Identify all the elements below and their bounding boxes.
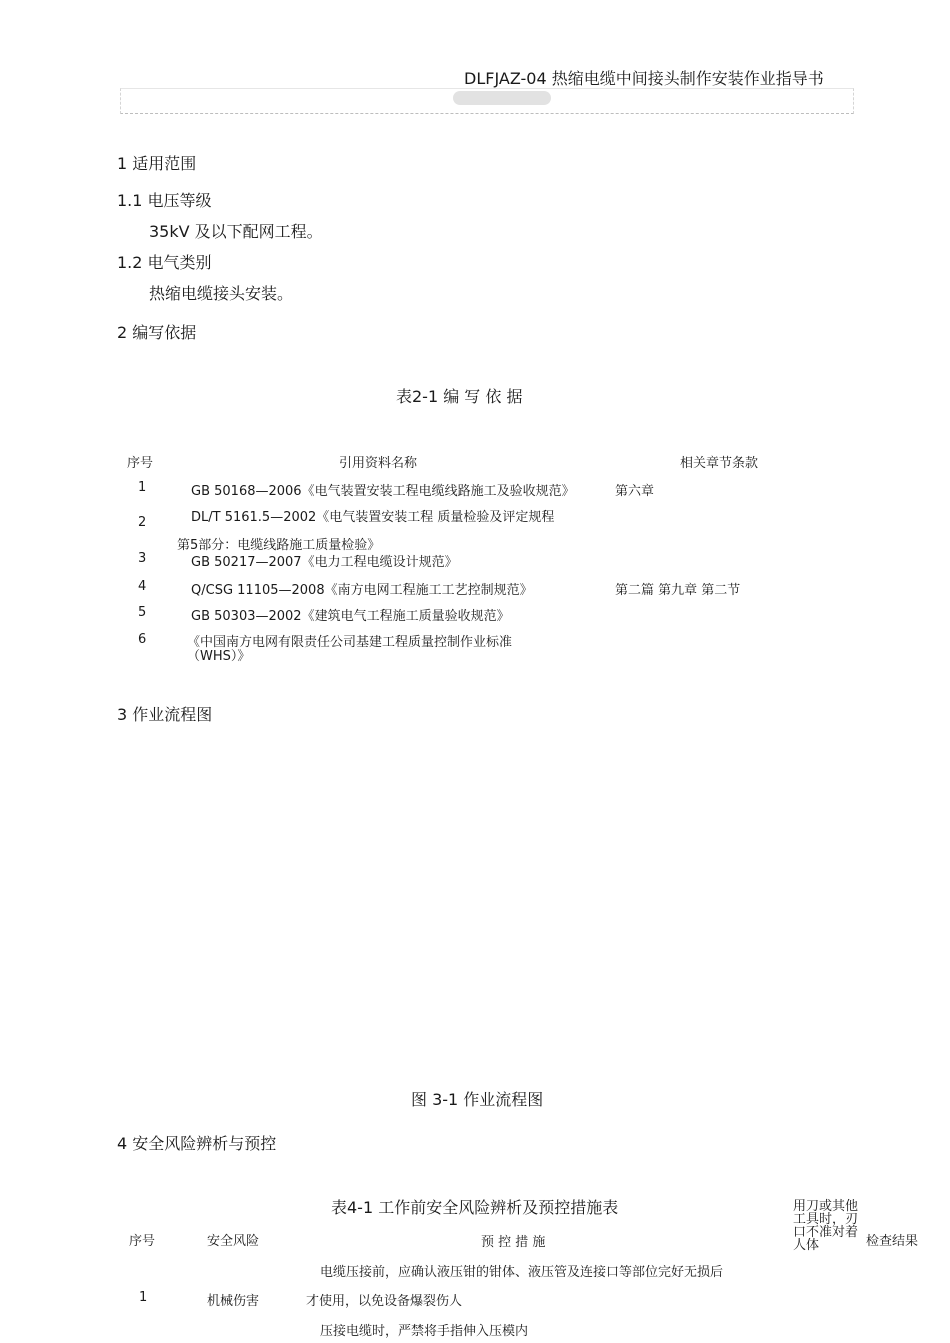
section-1-2-heading: 1.2 电气类别	[117, 253, 212, 272]
table-row-name: GB 50303—2002《建筑电气工程施工质量验收规范》	[191, 609, 510, 624]
table-row-no: 1	[139, 1290, 148, 1305]
table-header-no: 序号	[127, 456, 154, 471]
table-row-risk: 机械伤害	[207, 1294, 260, 1309]
table-row-clause: 第六章	[615, 484, 655, 499]
table-header-name: 引用资料名称	[339, 456, 418, 471]
table-row-name-continued: 第5部分：电缆线路施工质量检验》	[177, 538, 381, 553]
table-row-name: 《中国南方电网有限责任公司基建工程质量控制作业标准	[187, 635, 513, 650]
table-row-no: 5	[138, 605, 147, 620]
section-1-1-text: 35kV 及以下配网工程。	[149, 222, 323, 241]
table-row-measure: 压接电缆时，严禁将手指伸入压模内	[320, 1324, 529, 1339]
section-1-heading: 1 适用范围	[117, 154, 197, 173]
table-row-measure: 电缆压接前，应确认液压钳的钳体、液压管及连接口等部位完好无损后	[320, 1265, 724, 1280]
table-header-check-result: 检查结果	[866, 1234, 919, 1249]
section-2-heading: 2 编写依据	[117, 323, 197, 342]
table-row-no: 2	[138, 515, 147, 530]
table-row-name: Q/CSG 11105—2008《南方电网工程施工工艺控制规范》	[191, 583, 533, 598]
table-2-1-caption: 表2-1 编 写 依 据	[396, 387, 523, 406]
table-row-clause: 第二篇 第九章 第二节	[615, 583, 741, 598]
table-row-no: 6	[138, 632, 147, 647]
table-row-name-continued: （WHS）》	[187, 649, 251, 664]
table-header-risk: 安全风险	[207, 1234, 260, 1249]
section-1-2-text: 热缩电缆接头安装。	[149, 284, 294, 303]
table-row-name: DL/T 5161.5—2002《电气装置安装工程 质量检验及评定规程	[191, 510, 555, 525]
table-header-clause: 相关章节条款	[680, 456, 759, 471]
figure-3-1-caption: 图 3-1 作业流程图	[411, 1090, 544, 1109]
table-row-name: GB 50217—2007《电力工程电缆设计规范》	[191, 555, 458, 570]
table-4-1-caption: 表4-1 工作前安全风险辨析及预控措施表	[331, 1198, 619, 1217]
table-row-no: 3	[138, 551, 147, 566]
table-header-no: 序号	[129, 1234, 156, 1249]
table-header-measures: 预 控 措 施	[481, 1235, 546, 1250]
table-row-measure: 才使用，以免设备爆裂伤人	[306, 1294, 463, 1309]
section-1-1-heading: 1.1 电压等级	[117, 191, 212, 210]
table-4-1-side-note: 用刀或其他工具时，刃口不准对着人体	[793, 1199, 859, 1253]
flowchart-placeholder	[117, 740, 847, 1070]
table-row-no: 4	[138, 579, 147, 594]
table-row-name: GB 50168—2006《电气装置安装工程电缆线路施工及验收规范》	[191, 484, 575, 499]
section-3-heading: 3 作业流程图	[117, 705, 213, 724]
document-header-title: DLFJAZ-04 热缩电缆中间接头制作安装作业指导书	[464, 69, 824, 88]
section-4-heading: 4 安全风险辨析与预控	[117, 1134, 277, 1153]
header-scroll-indicator	[453, 91, 551, 105]
table-row-no: 1	[138, 480, 147, 495]
